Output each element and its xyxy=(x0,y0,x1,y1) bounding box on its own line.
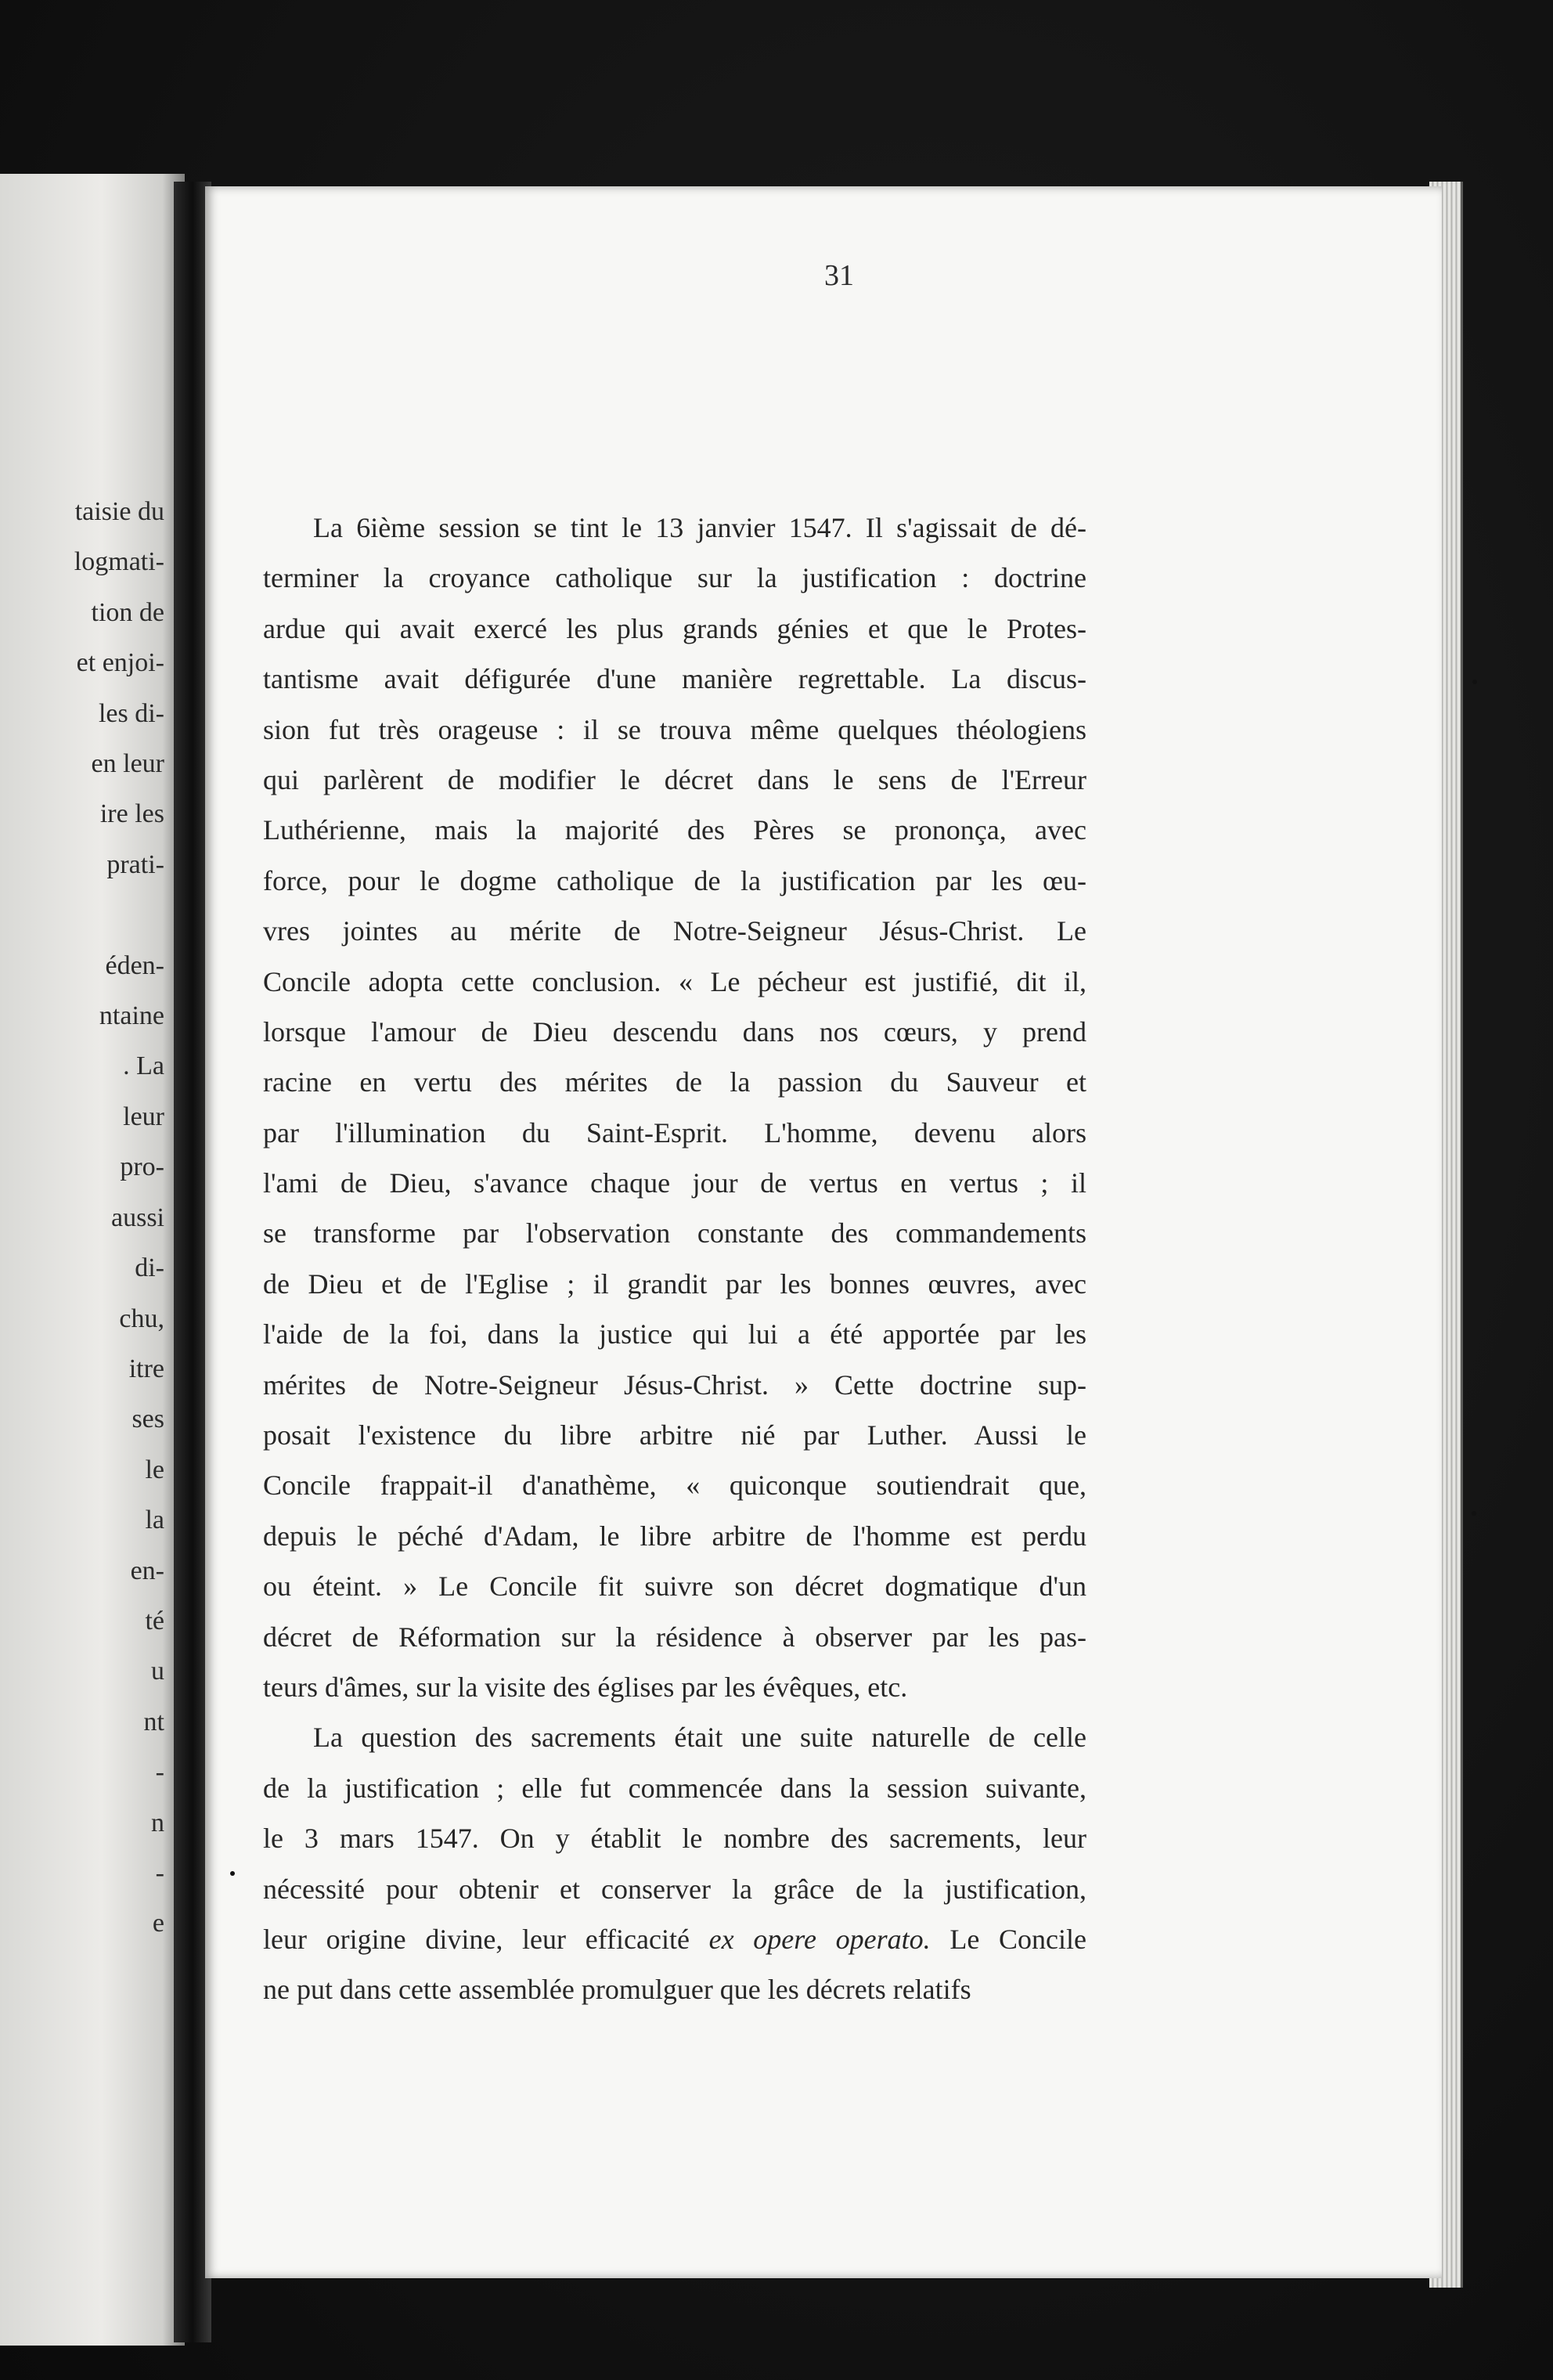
previous-page-text-fragments xyxy=(74,487,164,1949)
previous-page-fragment: aussi xyxy=(111,1203,164,1232)
text-line: ardue qui avait exercé les plus grands génies et que le Protes- xyxy=(263,612,1086,644)
text-line: sion fut très orageuse : il se trouva même quelques théologiens xyxy=(263,713,1086,745)
text-fragment: Le Concile xyxy=(930,1923,1086,1955)
text-line: depuis le péché d'Adam, le libre arbitre de l'homme est perdu xyxy=(263,1520,1086,1552)
text-line: se transforme par l'observation constante des commandements xyxy=(263,1217,1086,1250)
previous-page-fragment: - xyxy=(155,1758,164,1787)
italic-phrase: ex opere operato. xyxy=(708,1923,931,1955)
text-line: La 6ième session se tint le 13 janvier 1547. Il s'agissait de dé- xyxy=(313,512,1086,543)
previous-page-fragment: éden- xyxy=(105,950,164,980)
text-line: teurs d'âmes, sur la visite des églises par les évêques, etc. xyxy=(263,1671,908,1703)
paragraph xyxy=(263,1712,1086,2014)
previous-page-fragment: di- xyxy=(135,1253,164,1283)
previous-page-fragment: chu, xyxy=(119,1304,164,1333)
text-line: qui parlèrent de modifier le décret dans le sens de l'Erreur xyxy=(263,763,1086,795)
text-line: de Dieu et de l'Eglise ; il grandit par les bonnes œuvres, avec xyxy=(263,1268,1086,1300)
text-line: décret de Réformation sur la résidence à observer par les pas- xyxy=(263,1621,1086,1653)
text-line: Concile frappait-il d'anathème, « quiconque soutiendrait que, xyxy=(263,1469,1086,1502)
previous-page-fragment: logmati- xyxy=(74,547,164,577)
text-line: ne put dans cette assemblée promulguer que les décrets relatifs xyxy=(263,1974,971,2006)
text-fragment: leur origine divine, leur efficacité xyxy=(263,1923,709,1955)
text-line: vres jointes au mérite de Notre-Seigneur Jésus-Christ. Le xyxy=(263,915,1086,947)
text-line: posait l'existence du libre arbitre nié par Luther. Aussi le xyxy=(263,1419,1086,1451)
previous-page-fragment: ses xyxy=(132,1405,164,1434)
text-line: La question des sacrements était une suite naturelle de celle xyxy=(313,1722,1086,1754)
text-line: par l'illumination du Saint-Esprit. L'homme, devenu alors xyxy=(263,1116,1086,1149)
previous-page-fragment: ntaine xyxy=(99,1001,164,1031)
page-number: 31 xyxy=(824,259,854,292)
page-body-text xyxy=(263,503,1086,2015)
text-line: de la justification ; elle fut commencée dans la session suivante, xyxy=(263,1772,1086,1804)
text-line: force, pour le dogme catholique de la justification par les œu- xyxy=(263,864,1086,896)
previous-page-fragment: té xyxy=(145,1606,164,1635)
previous-page-fragment: e xyxy=(152,1909,164,1938)
previous-page-fragment: . La xyxy=(123,1051,164,1081)
previous-page-fragment: pro- xyxy=(120,1152,164,1182)
previous-page-fragment: et enjoi- xyxy=(76,648,164,678)
previous-page-fragment: leur xyxy=(123,1102,164,1131)
scan-speck xyxy=(230,1871,235,1876)
scan-speck xyxy=(1472,680,1477,684)
text-line: l'ami de Dieu, s'avance chaque jour de vertus en vertus ; il xyxy=(263,1167,1086,1199)
previous-page-fragment: en- xyxy=(130,1556,164,1585)
previous-page-edge xyxy=(0,174,185,2346)
previous-page-fragment: - xyxy=(155,1858,164,1888)
previous-page-fragment xyxy=(74,890,164,940)
text-line: tantisme avait défigurée d'une manière regrettable. La discus- xyxy=(263,663,1086,695)
text-line: nécessité pour obtenir et conserver la grâce de la justification, xyxy=(263,1873,1086,1905)
text-line: lorsque l'amour de Dieu descendu dans nos cœurs, y prend xyxy=(263,1015,1086,1048)
previous-page-fragment: prati- xyxy=(106,849,164,879)
previous-page-fragment: les di- xyxy=(98,698,164,728)
text-line: terminer la croyance catholique sur la justification : doctrine xyxy=(263,562,1086,594)
previous-page-fragment: u xyxy=(151,1657,164,1686)
previous-page-fragment: en leur xyxy=(91,749,164,779)
text-line: Luthérienne, mais la majorité des Pères se prononça, avec xyxy=(263,814,1086,846)
previous-page-fragment: taisie du xyxy=(74,497,164,526)
previous-page-fragment: itre xyxy=(128,1354,164,1383)
text-line: racine en vertu des mérites de la passion du Sauveur et xyxy=(263,1066,1086,1098)
text-line: mérites de Notre-Seigneur Jésus-Christ. » Cette doctrine sup- xyxy=(263,1368,1086,1401)
paragraph xyxy=(263,503,1086,1712)
previous-page-fragment: le xyxy=(145,1455,164,1484)
scan-speck xyxy=(1472,1511,1476,1516)
text-line xyxy=(263,1914,1086,1964)
previous-page-fragment: ire les xyxy=(99,799,164,829)
previous-page-fragment: n xyxy=(151,1808,164,1837)
text-line: l'aide de la foi, dans la justice qui lui a été apportée par les xyxy=(263,1318,1086,1350)
previous-page-fragment: tion de xyxy=(91,597,164,627)
text-line: le 3 mars 1547. On y établit le nombre des sacrements, leur xyxy=(263,1823,1086,1855)
text-line: Concile adopta cette conclusion. « Le pécheur est justifié, dit il, xyxy=(263,965,1086,997)
previous-page-fragment: la xyxy=(145,1506,164,1535)
text-line: ou éteint. » Le Concile fit suivre son décret dogmatique d'un xyxy=(263,1570,1086,1603)
previous-page-fragment: nt xyxy=(143,1707,164,1736)
